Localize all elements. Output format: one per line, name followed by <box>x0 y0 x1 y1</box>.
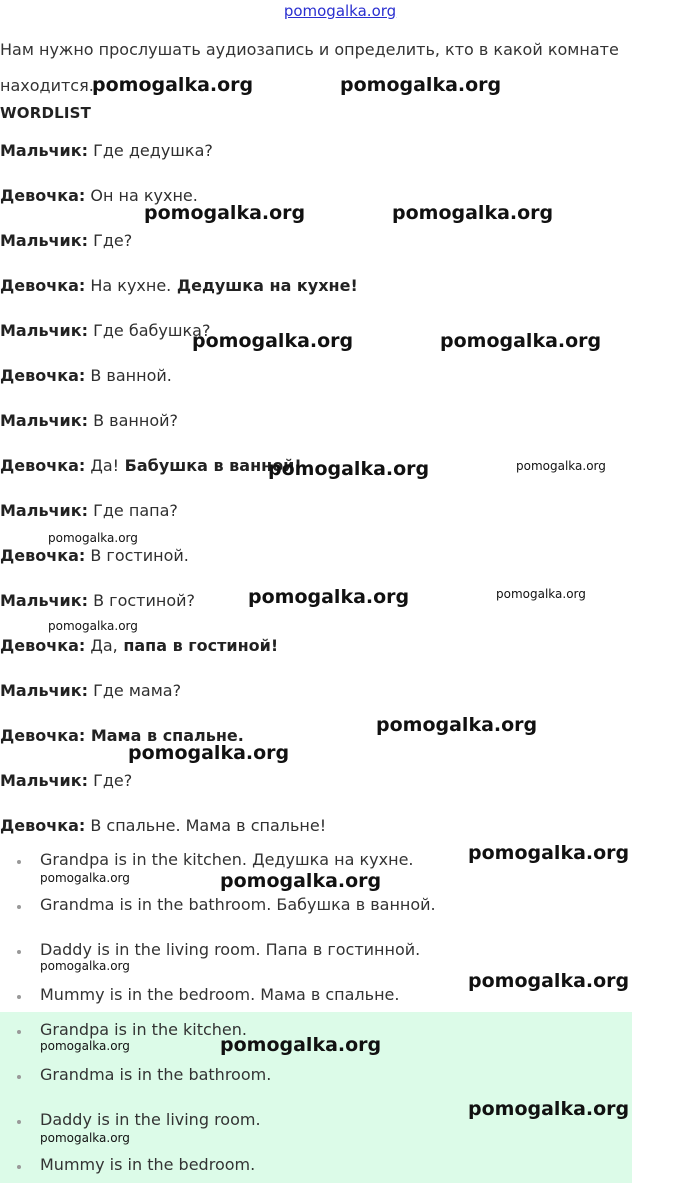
speaker-label: Мальчик: <box>0 411 89 430</box>
dialogue-text: В ванной? <box>88 411 178 430</box>
watermark: pomogalka.org <box>340 74 502 96</box>
bullet-icon <box>17 1165 21 1169</box>
speaker-label: Мальчик: <box>0 321 89 340</box>
speaker-label: Мальчик: <box>0 141 89 160</box>
dialogue-text: Где? <box>88 231 133 250</box>
list-item: Daddy is in the living room. <box>40 1110 261 1129</box>
watermark: pomogalka.org <box>392 202 554 224</box>
watermark: pomogalka.org <box>220 1034 382 1056</box>
watermark: pomogalka.org <box>40 1039 130 1053</box>
dialogue-bold-text: Мама в спальне. <box>85 726 244 745</box>
list-item: Grandma is in the bathroom. Бабушка в ванной. <box>40 895 436 914</box>
dialogue-bold-text: Дедушка на кухне! <box>171 276 358 295</box>
watermark: pomogalka.org <box>468 1098 630 1120</box>
speaker-label: Девочка: <box>0 816 86 835</box>
dialogue-text: Да! <box>85 456 120 475</box>
watermark: pomogalka.org <box>48 531 138 545</box>
watermark: pomogalka.org <box>40 959 130 973</box>
dialogue-text: Где бабушка? <box>88 321 211 340</box>
watermark: pomogalka.org <box>268 458 430 480</box>
watermark: pomogalka.org <box>468 970 630 992</box>
watermark: pomogalka.org <box>440 330 602 352</box>
dialogue-bold-text: папа в гостиной! <box>117 636 279 655</box>
speaker-label: Мальчик: <box>0 501 89 520</box>
list-item: Daddy is in the living room. Папа в гостинной. <box>40 940 421 959</box>
watermark: pomogalka.org <box>40 871 130 885</box>
bullet-icon <box>17 1030 21 1034</box>
watermark: pomogalka.org <box>496 587 586 601</box>
dialogue-text: Где дедушка? <box>88 141 213 160</box>
dialogue-line <box>0 681 181 700</box>
bullet-icon <box>17 1075 21 1079</box>
dialogue-text: В гостиной? <box>88 591 196 610</box>
watermark: pomogalka.org <box>92 74 254 96</box>
speaker-label: Девочка: <box>0 546 86 565</box>
dialogue-bold-text: Бабушка в ванной! <box>119 456 302 475</box>
bullet-icon <box>17 860 21 864</box>
speaker-label: Девочка: <box>0 366 86 385</box>
watermark: pomogalka.org <box>468 842 630 864</box>
dialogue-line <box>0 546 189 565</box>
speaker-label: Мальчик: <box>0 771 89 790</box>
dialogue-text: В ванной. <box>85 366 172 385</box>
bullet-icon <box>17 950 21 954</box>
watermark: pomogalka.org <box>48 619 138 633</box>
dialogue-text: Где? <box>88 771 133 790</box>
speaker-label: Мальчик: <box>0 231 89 250</box>
speaker-label: Девочка: <box>0 186 86 205</box>
dialogue-text: Где папа? <box>88 501 178 520</box>
dialogue-text: Он на кухне. <box>85 186 198 205</box>
speaker-label: Мальчик: <box>0 681 89 700</box>
list-item: Grandpa is in the kitchen. <box>40 1020 247 1039</box>
dialogue-line <box>0 501 178 520</box>
watermark: pomogalka.org <box>376 714 538 736</box>
dialogue-line <box>0 366 172 385</box>
list-item: Mummy is in the bedroom. <box>40 1155 256 1174</box>
dialogue-text: Да, <box>85 636 118 655</box>
dialogue-text: На кухне. <box>85 276 172 295</box>
watermark: pomogalka.org <box>144 202 306 224</box>
watermark: pomogalka.org <box>40 1131 130 1145</box>
site-link[interactable]: pomogalka.org <box>283 2 397 20</box>
bullet-icon <box>17 905 21 909</box>
list-item: Grandma is in the bathroom. <box>40 1065 272 1084</box>
dialogue-line <box>0 276 358 295</box>
bullet-icon <box>17 995 21 999</box>
dialogue-line <box>0 771 132 790</box>
dialogue-line <box>0 321 210 340</box>
speaker-label: Девочка: <box>0 726 86 745</box>
speaker-label: Девочка: <box>0 636 86 655</box>
watermark: pomogalka.org <box>192 330 354 352</box>
dialogue-line <box>0 456 302 475</box>
watermark: pomogalka.org <box>128 742 290 764</box>
bullet-icon <box>17 1120 21 1124</box>
dialogue-line <box>0 636 278 655</box>
speaker-label: Девочка: <box>0 276 86 295</box>
speaker-label: Девочка: <box>0 456 86 475</box>
dialogue-line <box>0 591 195 610</box>
dialogue-text: В гостиной. <box>85 546 189 565</box>
dialogue-line <box>0 141 213 160</box>
task-description: Нам нужно прослушать аудиозапись и определить, кто в какой комнате находится. <box>0 40 619 95</box>
dialogue-line <box>0 231 132 250</box>
speaker-label: Мальчик: <box>0 591 89 610</box>
watermark: pomogalka.org <box>516 459 606 473</box>
wordlist-heading: WORDLIST <box>0 104 92 122</box>
dialogue-text: В спальне. Мама в спальне! <box>85 816 327 835</box>
dialogue-text: Где мама? <box>88 681 182 700</box>
watermark: pomogalka.org <box>248 586 410 608</box>
dialogue-line <box>0 411 178 430</box>
watermark: pomogalka.org <box>220 870 382 892</box>
list-item: Grandpa is in the kitchen. Дедушка на кухне. <box>40 850 414 869</box>
list-item: Mummy is in the bedroom. Мама в спальне. <box>40 985 400 1004</box>
dialogue-line <box>0 816 326 835</box>
